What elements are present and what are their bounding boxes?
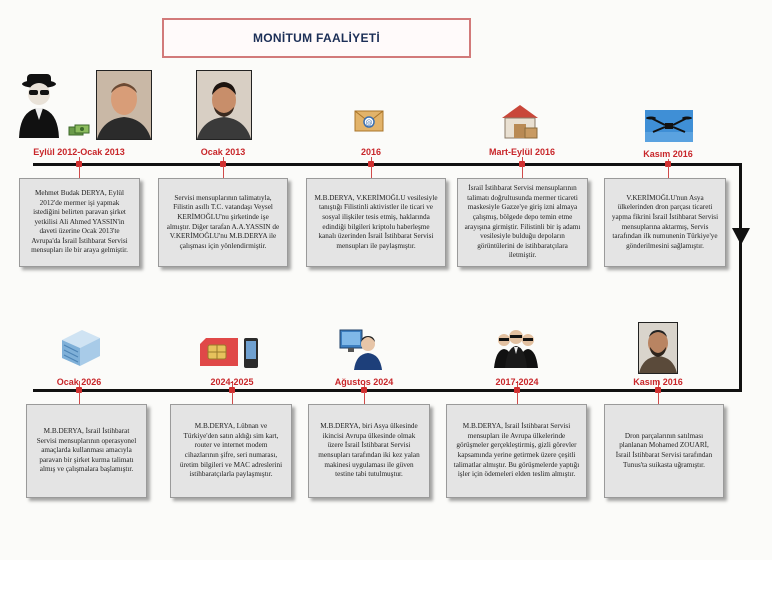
computer-user-icon	[338, 326, 382, 370]
event-date: Ağustos 2024	[334, 377, 394, 387]
timeline-track-bottom	[33, 389, 742, 392]
event-date: 2016	[360, 147, 382, 157]
event-card	[19, 178, 140, 267]
event-card	[457, 178, 588, 267]
event-card	[446, 404, 587, 498]
person-photo	[196, 70, 252, 140]
drone-icon	[645, 110, 693, 142]
event-text: Mehmet Budak DERYA, Eylül 2012'de mermer işi yapmak istediğini belirten paravan şirket yetkilisi Ali Ahmed YASSIN'in daveti üzerine Ocak 2013'te Avrupa'da İsrail İstihbarat Servisi mensupları ile bir araya gelmiştir.	[31, 188, 128, 255]
server-rack-icon	[58, 326, 102, 368]
event-card	[158, 178, 288, 267]
event-text: İsrail İstihbarat Servisi mensuplarının talimatı doğrultusunda mermer ticareti maskesiyle Gazze'ye giriş izni almaya çalışmış, bölgede depo temin etme arayışına girmiştir. Filistinli bir iş adamı vesilesiyle bulduğu depoların görüntülerini de istihbaratçılara iletmiştir.	[464, 184, 581, 260]
warehouse-icon	[500, 102, 540, 140]
agents-group-icon	[494, 328, 538, 368]
bottom-band	[0, 560, 772, 591]
event-date: Ocak 2013	[200, 147, 246, 157]
person-photo	[96, 70, 152, 140]
event-date: 2017-2024	[495, 377, 539, 387]
event-date: Ocak 2026	[56, 377, 102, 387]
timeline-track-right	[739, 163, 742, 392]
event-text: M.B.DERYA, İsrail İstihbarat Servisi mensuplarının operasyonel amaçlarda kullanması amacıyla paravan bir şirket kurma talimatı almış ve çalışmalara başlamıştır.	[36, 427, 137, 474]
event-card	[306, 178, 446, 267]
event-text: M.B.DERYA, İsrail İstihbarat Servisi mensupları ile Avrupa ülkelerinde görüşmeler gerçekleştirmiş, gizli görevler kapsamında yerine getirmek üzere çeşitli talimatlar almıştır. Bu görüşmelerde yaptığı işler için ödemeleri elden teslim almıştır.	[453, 422, 580, 479]
event-text: V.KERİMOĞLU'nun Asya ülkelerinden dron parçası ticareti yapma fikrini İsrail İstihbarat Servisi mensuplarına aktarmış, Servis tarafından ilk numunenin Türkiye'ye gönderilmesini sağlamıştır.	[611, 193, 719, 250]
event-card	[604, 178, 726, 267]
email-envelope-icon	[354, 110, 384, 132]
event-date: Kasım 2016	[633, 377, 683, 387]
sim-card-phone-icon	[198, 336, 262, 370]
event-date: Mart-Eylül 2016	[488, 147, 556, 157]
svg-text:@: @	[365, 119, 373, 127]
event-card	[604, 404, 724, 498]
money-icon	[68, 124, 90, 138]
spy-icon	[16, 72, 62, 138]
event-date: 2024-2025	[210, 377, 254, 387]
event-card	[26, 404, 147, 498]
event-date: Eylül 2012-Ocak 2013	[33, 147, 125, 157]
event-card	[170, 404, 292, 498]
event-text: M.B.DERYA, V.KERİMOĞLU vesilesiyle tanıştığı Filistinli aktivistler ile ticari ve sosyal ilişkiler tesis etmiş, haklarında edindiği bilgileri kriptolu haberleşme kanalı üzerinden İsrail İstihbarat Servisi mensupları ile paylaşmıştır.	[314, 193, 438, 250]
event-text: Dron parçalarının satılması planlanan Mohamed ZOUARİ, İsrail İstihbarat Servisi tarafından Tunus'ta suikasta uğramıştır.	[615, 431, 713, 469]
timeline-track-top	[33, 163, 741, 166]
event-text: M.B.DERYA, Lübnan ve Türkiye'den satın aldığı sim kart, router ve internet modem cihazlarının şifre, seri numarası, üretim bilgileri ve MAC adreslerini istihbaratçılarla paylaşmıştır.	[179, 422, 283, 479]
page-title: MONİTUM FAALİYETİ	[162, 18, 471, 58]
timeline-arrow-icon	[732, 228, 750, 245]
person-photo	[638, 322, 678, 374]
event-date: Kasım 2016	[643, 149, 693, 159]
event-text: Servisi mensuplarının talimatıyla, Filistin asıllı T.C. vatandaşı Veysel KERİMOĞLU'nu şirketinde işe almıştır. Diğer tarafan A.A.YASSIN de V.KERİMOĞLU'nu M.B.DERYA ile çalışması için yönlendirmiştir.	[166, 193, 280, 250]
event-text: M.B.DERYA, biri Asya ülkesinde ikincisi Avrupa ülkesinde olmak üzere İsrail İstihbarat Servisi mensupları tarafından iki kez yalan makinesi uygulaması ile güven testine tabi tutulmuştur.	[318, 422, 420, 479]
event-card	[308, 404, 430, 498]
